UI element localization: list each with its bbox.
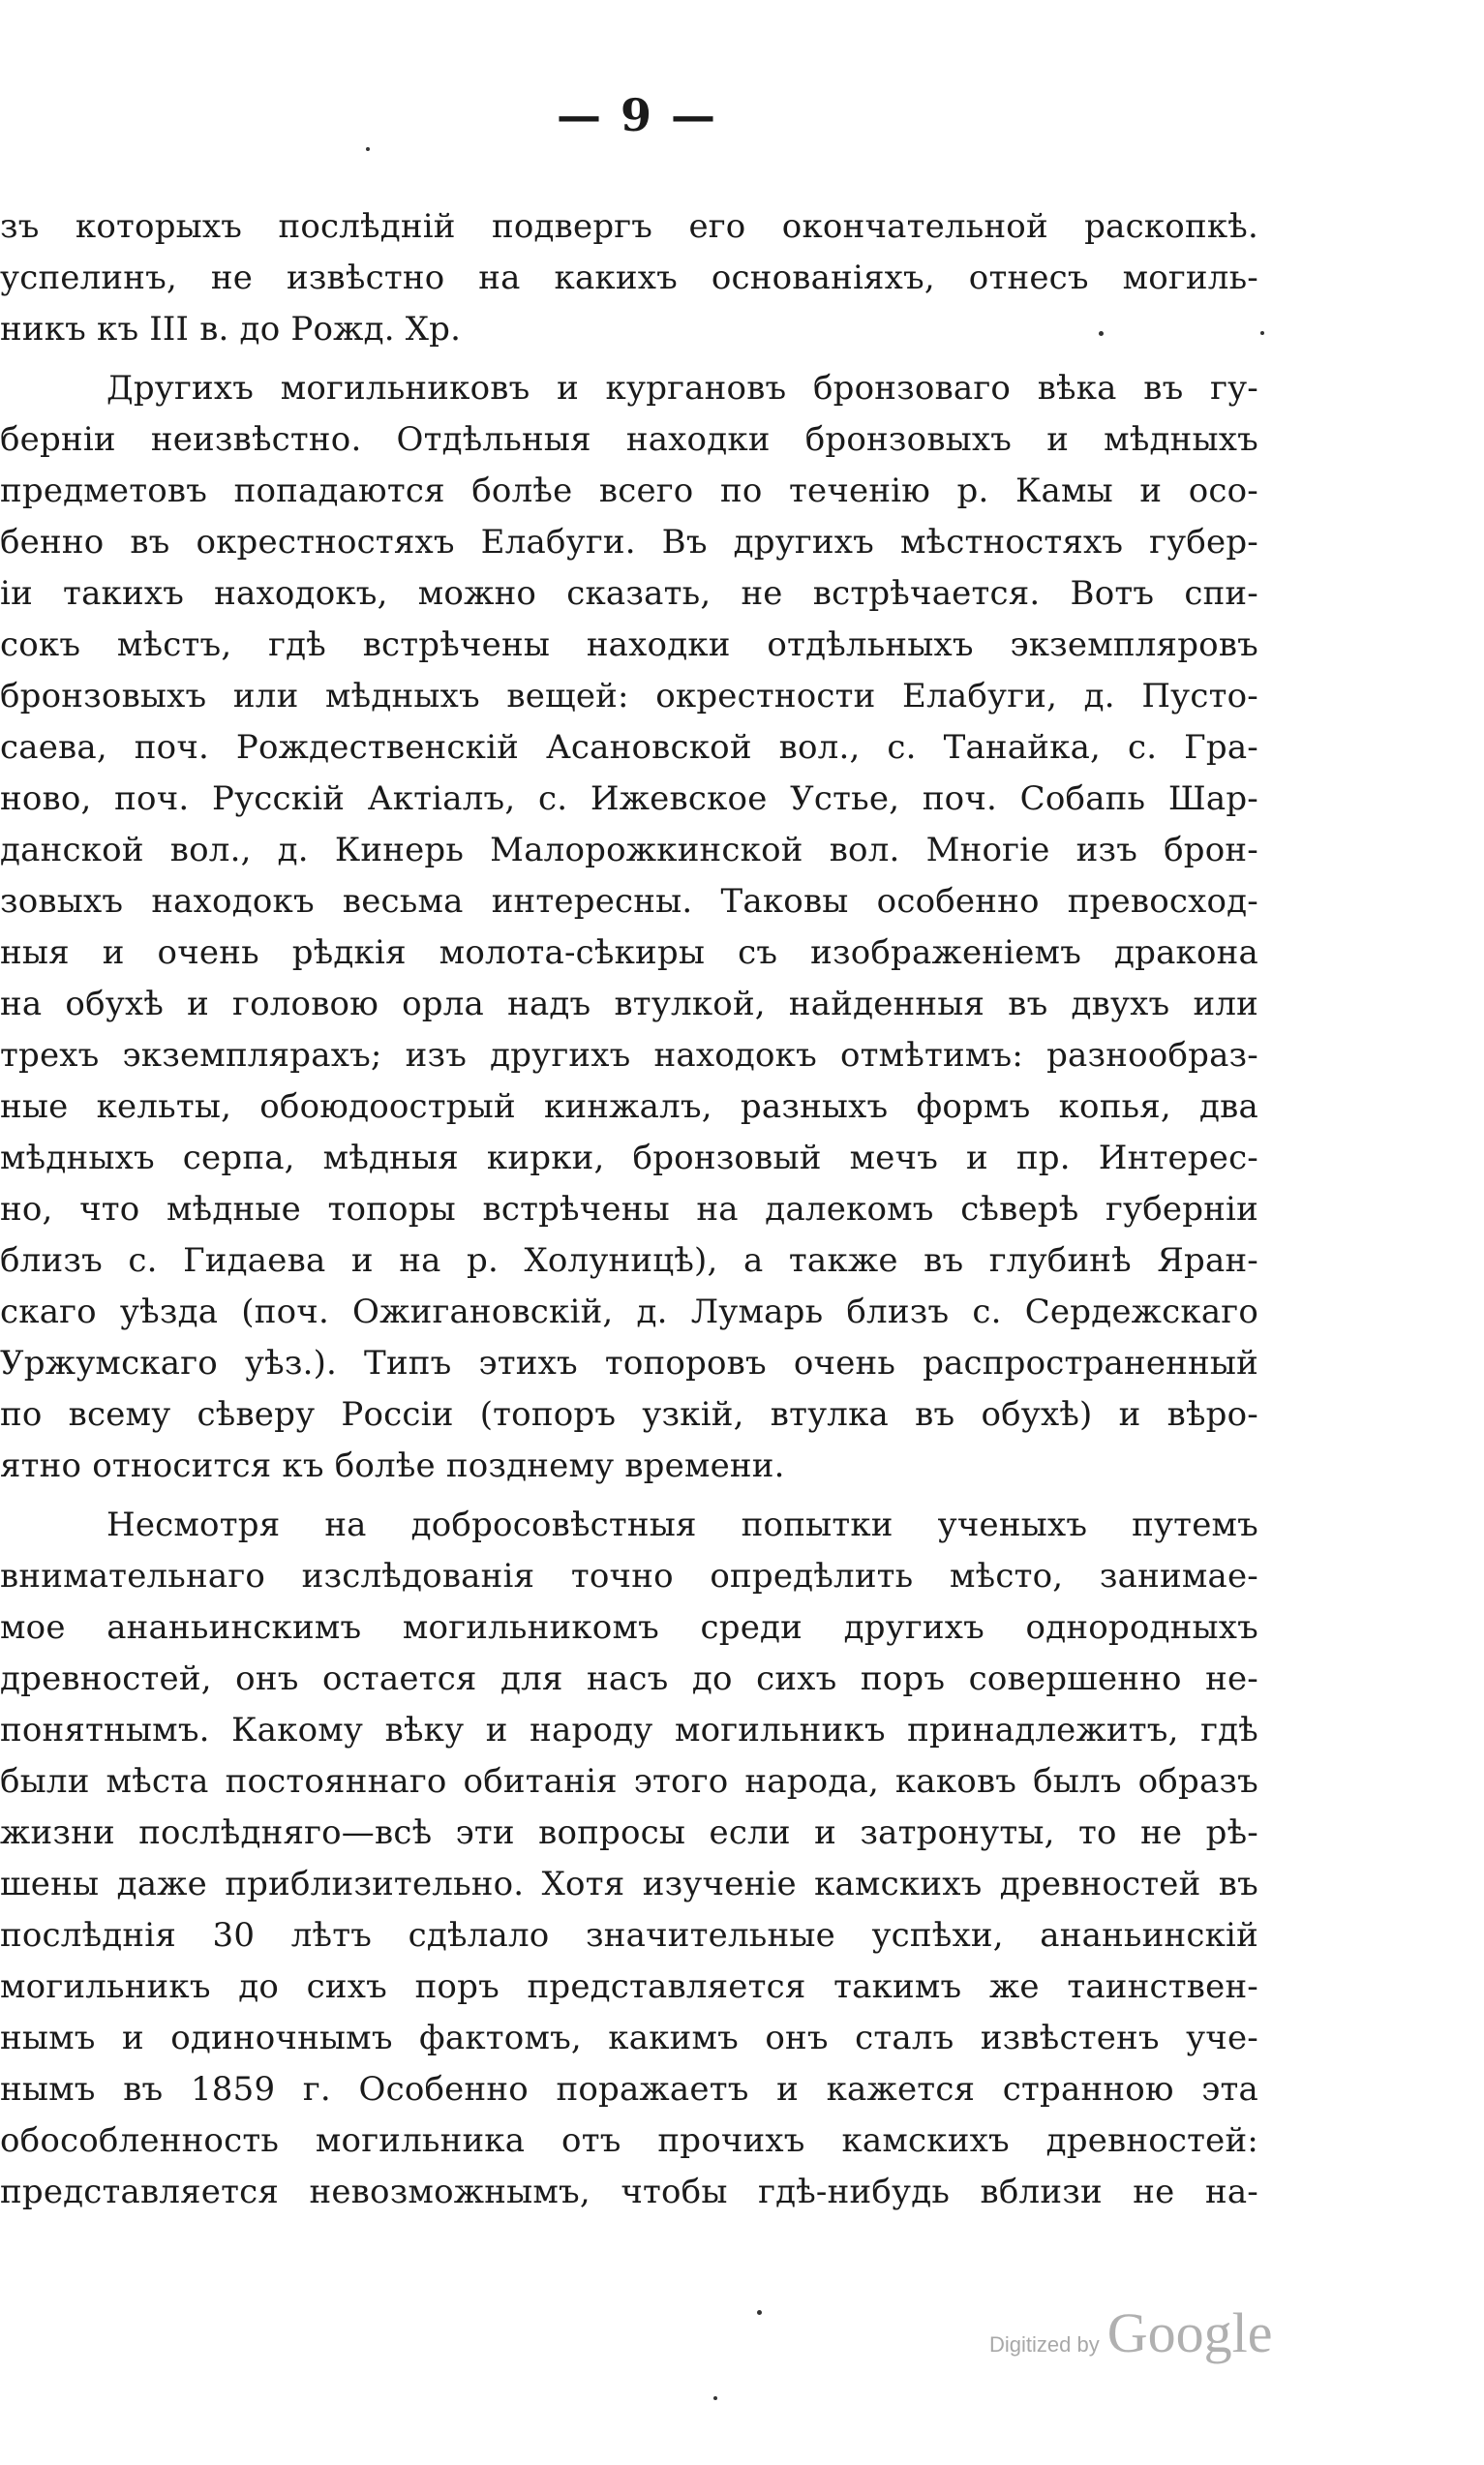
text-line: никъ къ III в. до Рожд. Хр.: [0, 310, 462, 349]
google-watermark: [989, 2300, 1272, 2365]
text-line: нымъ и одиночнымъ фактомъ, какимъ онъ сталъ извѣстенъ уче-: [0, 2019, 1258, 2057]
text-line: іи такихъ находокъ, можно сказать, не встрѣчается. Вотъ спи-: [0, 574, 1258, 613]
text-line: саева, поч. Рождественскій Асановской вол., с. Танайка, с. Гра-: [0, 728, 1258, 767]
text-line: мое ананьинскимъ могильникомъ среди другихъ однородныхъ: [0, 1608, 1258, 1647]
text-line: ново, поч. Русскій Актіалъ, с. Ижевское Устье, поч. Собапь Шар-: [0, 779, 1258, 818]
print-speck: [366, 147, 370, 151]
text-line: могильникъ до сихъ поръ представляется такимъ же таинствен-: [0, 1967, 1258, 2006]
text-line: жизни послѣдняго—всѣ эти вопросы если и затронуты, то не рѣ-: [0, 1813, 1258, 1852]
text-line: мѣдныхъ серпа, мѣдныя кирки, бронзовый мечъ и пр. Интерес-: [0, 1139, 1258, 1177]
paragraph-start-line: Другихъ могильниковъ и кургановъ бронзоваго вѣка въ гу-: [106, 369, 1258, 408]
text-line: бенно въ окрестностяхъ Елабуги. Въ другихъ мѣстностяхъ губер-: [0, 523, 1258, 562]
text-line: трехъ экземплярахъ; изъ другихъ находокъ отмѣтимъ: разнообраз-: [0, 1036, 1258, 1075]
text-line: представляется невозможнымъ, чтобы гдѣ-нибудь вблизи не на-: [0, 2173, 1258, 2211]
text-line: нымъ въ 1859 г. Особенно поражаетъ и кажется странною эта: [0, 2070, 1258, 2109]
print-speck: [757, 2310, 762, 2315]
text-line: бронзовыхъ или мѣдныхъ вещей: окрестности Елабуги, д. Пусто-: [0, 677, 1258, 715]
text-line: ятно относится къ болѣе позднему времени.: [0, 1446, 785, 1485]
page-number: — 9 —: [556, 89, 718, 141]
text-line: на обухѣ и головою орла надъ втулкой, найденныя въ двухъ или: [0, 985, 1258, 1023]
text-line: внимательнаго изслѣдованія точно опредѣлить мѣсто, занимае-: [0, 1557, 1258, 1596]
text-line: древностей, онъ остается для насъ до сихъ поръ совершенно не-: [0, 1659, 1258, 1698]
text-line: скаго уѣзда (поч. Ожигановскій, д. Лумарь близъ с. Сердежскаго: [0, 1293, 1258, 1331]
text-line: послѣднія 30 лѣтъ сдѣлало значительные успѣхи, ананьинскій: [0, 1916, 1258, 1955]
text-line: ные кельты, обоюдоострый кинжалъ, разныхъ формъ копья, два: [0, 1087, 1258, 1126]
watermark-brand-text: Google: [1106, 2301, 1273, 2364]
text-line: обособленность могильника отъ прочихъ камскихъ древностей:: [0, 2121, 1258, 2160]
body-text: [0, 201, 1258, 2218]
watermark-digitized-text: Digitized by: [989, 2332, 1100, 2357]
text-line: берніи неизвѣстно. Отдѣльныя находки бронзовыхъ и мѣдныхъ: [0, 420, 1258, 459]
text-line: Уржумскаго уѣз.). Типъ этихъ топоровъ очень распространенный: [0, 1344, 1258, 1383]
text-line: предметовъ попадаются болѣе всего по теченію р. Камы и осо-: [0, 472, 1258, 510]
print-speck: [713, 2396, 717, 2400]
text-line: шены даже приблизительно. Хотя изученіе камскихъ древностей въ: [0, 1865, 1258, 1903]
text-line: ныя и очень рѣдкія молота-сѣкиры съ изображеніемъ дракона: [0, 933, 1258, 972]
text-line: зовыхъ находокъ весьма интересны. Таковы особенно превосход-: [0, 882, 1258, 921]
text-line: понятнымъ. Какому вѣку и народу могильникъ принадлежитъ, гдѣ: [0, 1711, 1258, 1750]
text-line: успелинъ, не извѣстно на какихъ основаніяхъ, отнесъ могиль-: [0, 259, 1258, 297]
print-speck: [1099, 331, 1104, 336]
text-line: были мѣста постояннаго обитанія этого народа, каковъ былъ образъ: [0, 1762, 1258, 1801]
text-line: зъ которыхъ послѣдній подвергъ его окончательной раскопкѣ.: [0, 207, 1258, 246]
text-line: но, что мѣдные топоры встрѣчены на далекомъ сѣверѣ губерніи: [0, 1190, 1258, 1229]
paragraph-start-line: Несмотря на добросовѣстныя попытки ученыхъ путемъ: [106, 1506, 1258, 1544]
text-line: по всему сѣверу Россіи (топоръ узкій, втулка въ обухѣ) и вѣро-: [0, 1395, 1258, 1434]
text-line: близъ с. Гидаева и на р. Холуницѣ), а также въ глубинѣ Яран-: [0, 1241, 1258, 1280]
print-speck: [1260, 331, 1264, 335]
text-line: сокъ мѣстъ, гдѣ встрѣчены находки отдѣльныхъ экземпляровъ: [0, 625, 1258, 664]
text-line: данской вол., д. Кинерь Малорожкинской вол. Многіе изъ брон-: [0, 831, 1258, 869]
